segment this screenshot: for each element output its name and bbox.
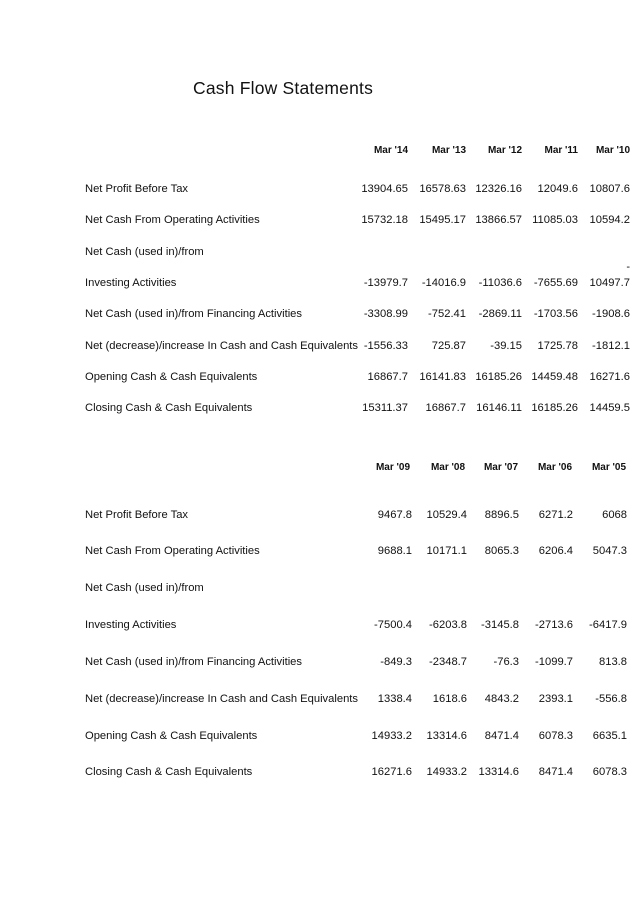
table1-cell: 16578.63 [419,183,466,195]
table2-cell: 6068 [602,509,627,521]
table2-cell: 13314.6 [426,730,467,742]
table2-cell: -556.8 [595,693,627,705]
table1-cell: -11036.6 [478,277,522,289]
table1-header-col-2: Mar '13 [431,145,466,156]
table2-cell: -6417.9 [589,619,627,631]
table1-row-label: Net Cash (used in)/from Financing Activities [85,308,302,320]
table2-cell: -1099.7 [535,656,573,668]
table1-cell: -39.15 [490,340,522,352]
table2-row-label: Net Cash (used in)/from Financing Activities [85,656,302,668]
table1-header-col-5: Mar '10 [595,145,630,156]
table1-header-col-1: Mar '14 [373,145,408,156]
table2-cell: -7500.4 [374,619,412,631]
table2-cell: 14933.2 [371,730,412,742]
table1-cell: 10807.6 [589,183,630,195]
table2-cell: -76.3 [493,656,519,668]
table1-cell: 13904.65 [361,183,408,195]
table2-cell: 8471.4 [484,730,519,742]
table1-cell: 10594.2 [589,214,630,226]
table1-row-label: Net Profit Before Tax [85,183,189,195]
table1-cell: -752.41 [428,308,466,320]
table2-row-label: Net (decrease)/increase In Cash and Cash Equivalents [85,693,358,705]
table2-cell: -3145.8 [481,619,519,631]
table2-cell: 16271.6 [371,766,412,778]
table2-cell: 6078.3 [538,730,573,742]
table1-cell: 12326.16 [475,183,522,195]
table1-row-label: Net Cash From Operating Activities [85,214,260,226]
table1-cell: 12049.6 [537,183,578,195]
table1-cell: 16141.83 [419,371,466,383]
table2-header-col-1: Mar '09 [375,462,410,473]
table1-cell: 16146.11 [476,402,522,414]
table2-cell: -6203.8 [429,619,467,631]
table2-cell: -2713.6 [535,619,573,631]
table1-cell: 16185.26 [531,402,578,414]
table2-cell: -849.3 [380,656,412,668]
table1-header-col-4: Mar '11 [544,145,578,156]
table2-row-label: Net Cash From Operating Activities [85,545,260,557]
table2-cell: 14933.2 [426,766,467,778]
table1-cell: 1725.78 [537,340,578,352]
table1-row-label: Closing Cash & Cash Equivalents [85,402,253,414]
table1-header-col-3: Mar '12 [487,145,522,156]
table1-cell: 16185.26 [475,371,522,383]
table2-cell: 6635.1 [592,730,627,742]
table1-cell: -14016.9 [421,277,466,289]
table2-row-label: Closing Cash & Cash Equivalents [85,766,253,778]
table1-cell: 16867.7 [425,402,466,414]
table2-cell: 5047.3 [592,545,627,557]
table1-cell: 13866.57 [475,214,522,226]
table2-cell: 6271.2 [538,509,573,521]
table2-cell: 13314.6 [478,766,519,778]
table1-cell: 14459.48 [531,371,578,383]
table2-row-label: Opening Cash & Cash Equivalents [85,730,258,742]
table1-row-label: Net (decrease)/increase In Cash and Cash Equivalents [85,340,358,352]
table2-cell: -2348.7 [429,656,467,668]
table2-cell: 9688.1 [377,545,412,557]
table1-cell: -1908.6 [592,308,630,320]
table1-cell: -1703.56 [533,308,578,320]
table1-cell: -2869.11 [478,308,522,320]
table2-cell: 9467.8 [377,509,412,521]
table1-cell: -1556.33 [363,340,408,352]
table1-cell: -7655.69 [533,277,578,289]
table2-cell: 1338.4 [377,693,412,705]
table1-row-label: Opening Cash & Cash Equivalents [85,371,258,383]
table1-row-label: Investing Activities [85,277,177,289]
table2-cell: 10171.1 [426,545,467,557]
table2-cell: 1618.6 [432,693,467,705]
page-title: Cash Flow Statements [193,78,374,98]
table1-cell-prefix: - [626,261,630,273]
table2-header-col-3: Mar '07 [483,462,518,473]
table1-cell: 11085.03 [532,214,578,226]
table1-cell: 14459.5 [589,402,630,414]
table2-row-label: Net Profit Before Tax [85,509,189,521]
table2-cell: 6078.3 [592,766,627,778]
table1-cell: 15495.17 [419,214,466,226]
table1-cell: 15311.37 [362,402,408,414]
table1-cell: 10497.7 [589,277,630,289]
table2-cell: 4843.2 [484,693,519,705]
table2-cell: 2393.1 [538,693,573,705]
table2-header-col-5: Mar '05 [591,462,626,473]
table2-cell: 8896.5 [484,509,519,521]
table1-row-label: Net Cash (used in)/from [85,246,204,258]
table2-cell: 813.8 [599,656,627,668]
table2-cell: 6206.4 [538,545,573,557]
table1-cell: -1812.1 [592,340,630,352]
table2-cell: 8065.3 [484,545,519,557]
table2-cell: 10529.4 [426,509,467,521]
table1-cell: 16271.6 [589,371,630,383]
table1-cell: 16867.7 [367,371,408,383]
table2-header-col-2: Mar '08 [430,462,465,473]
table2-cell: 8471.4 [538,766,573,778]
table2-row-label: Net Cash (used in)/from [85,582,204,594]
table1-cell: -13979.7 [363,277,408,289]
table1-cell: -3308.99 [363,308,408,320]
table2-row-label: Investing Activities [85,619,177,631]
table2-header-col-4: Mar '06 [537,462,572,473]
table1-cell: 15732.18 [361,214,408,226]
table1-cell: 725.87 [431,340,466,352]
